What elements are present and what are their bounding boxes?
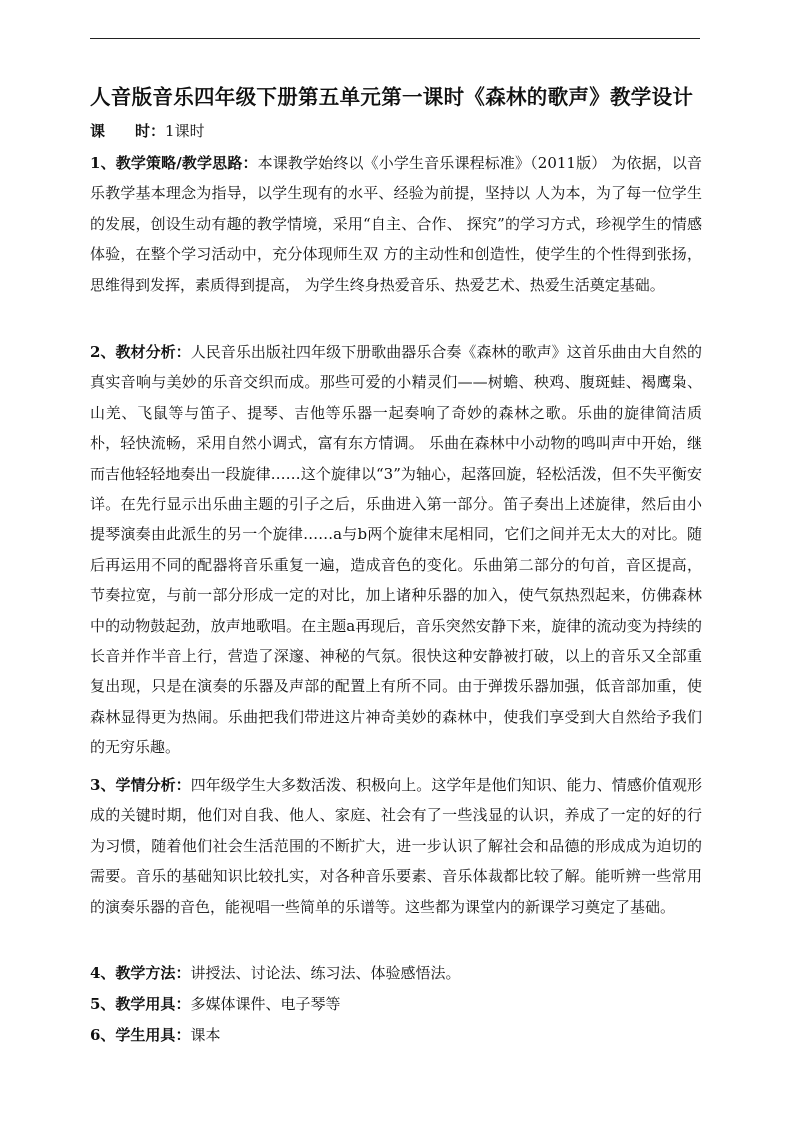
section-body: 讲授法、讨论法、练习法、体验感悟法。 [190,964,461,982]
hours-label-a: 课 [90,122,106,140]
page-title: 人音版音乐四年级下册第五单元第一课时《森林的歌声》教学设计 [90,85,694,109]
section-teaching-strategy [90,148,702,300]
section-material-analysis [90,337,702,763]
section-body: 课本 [190,1026,221,1044]
lesson-hours [90,120,205,141]
section-heading: 2、教材分析： [90,343,191,361]
section-body: 本课教学始终以《小学生音乐课程标准》（2011版） 为依据，以音乐教学基本理念为指导，以学生现有的水平、经验为前提，坚持以 人为本，为了每一位学生的发展，创设生动有趣的教学情境，采用“自主、合作、 探究”的学习方式，珍视学生的情感体验，在整个学习活动中，充分体现师生双 方的主动性和创造性，使学生的个性得到张扬，思维得到发挥，素质得到提高， 为学生终身热爱音乐、热爱艺术、热爱生活奠定基础。 [90,154,702,294]
section-heading: 5、教学用具： [90,995,191,1013]
section-body: 人民音乐出版社四年级下册歌曲器乐合奏《森林的歌声》这首乐曲由大自然的真实音响与美妙的乐音交织而成。那些可爱的小精灵们——树蟾、秧鸡、腹斑蛙、褐鹰枭、山羌、飞鼠等与笛子、提琴、吉他等乐器一起奏响了奇妙的森林之歌。乐曲的旋律简洁质朴，轻快流畅，采用自然小调式，富有东方情调。 乐曲在森林中小动物的鸣叫声中开始，继而吉他轻轻地奏出一段旋律……这个旋律以“3”为轴心，起落回旋，轻松活泼，但不失平衡安详。在先行显示出乐曲主题的引子之后，乐曲进入第一部分。笛子奏出上述旋律，然后由小提琴演奏由此派生的另一个旋律……a与b两个旋律末尾相同，它们之间并无太大的对比。随后再运用不同的配器将音乐重复一遍，造成音色的变化。乐曲第二部分的句首，音区提高，节奏拉宽，与前一部分形成一定的对比，加上诸种乐器的加入，使气氛热烈起来，仿佛森林中的动物鼓起劲，放声地歌唱。在主题a再现后，音乐突然安静下来，旋律的流动变为持续的长音并作半音上行，营造了深邃、神秘的气氛。很快这种安静被打破，以上的音乐又全部重复出现，只是在演奏的乐器及声部的配置上有所不同。由于弹拨乐器加强，低音部加重，使森林显得更为热闹。乐曲把我们带进这片神奇美妙的森林中，使我们享受到大自然给予我们的无穷乐趣。 [90,343,702,757]
hours-value: 1课时 [165,122,205,140]
section-teaching-tools [90,989,702,1019]
hours-label-b: 时： [135,122,166,140]
header-rule [90,38,700,39]
section-heading: 6、学生用具： [90,1026,191,1044]
section-student-tools [90,1020,702,1050]
section-heading: 3、学情分析： [90,776,191,794]
section-body: 多媒体课件、电子琴等 [190,995,341,1013]
section-heading: 1、教学策略/教学思路： [90,154,258,172]
section-heading: 4、教学方法： [90,964,191,982]
section-student-analysis [90,770,702,922]
section-body: 四年级学生大多数活泼、积极向上。这学年是他们知识、能力、情感价值观形成的关键时期，他们对自我、他人、家庭、社会有了一些浅显的认识，养成了一定的好的行为习惯，随着他们社会生活范围的不断扩大，进一步认识了解社会和品德的形成成为迫切的需要。音乐的基础知识比较扎实，对各种音乐要素、音乐体裁都比较了解。能听辨一些常用的演奏乐器的音色，能视唱一些简单的乐谱等。这些都为课堂内的新课学习奠定了基础。 [90,776,702,916]
section-teaching-methods [90,958,702,988]
